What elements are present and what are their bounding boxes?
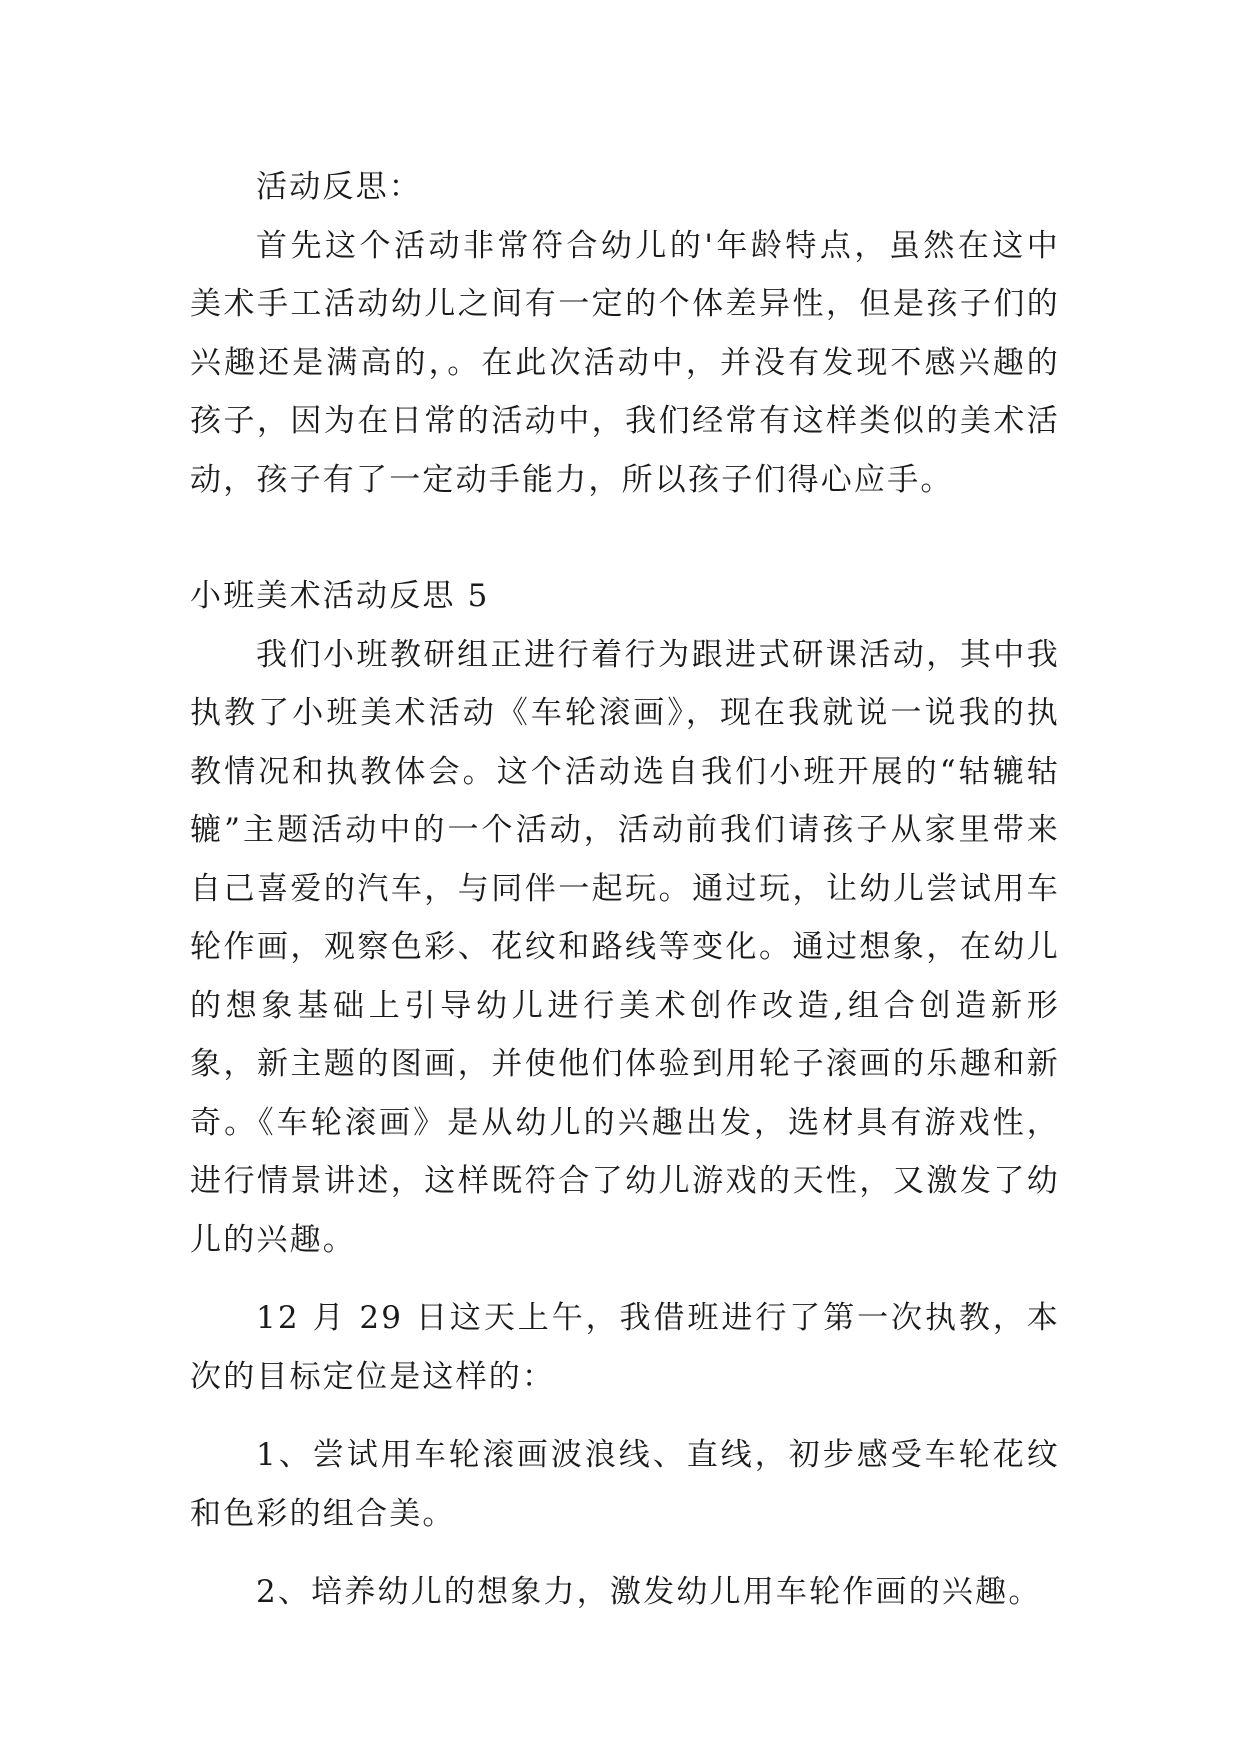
goal-item-1: 1、尝试用车轮滚画波浪线、直线，初步感受车轮花纹和色彩的组合美。: [190, 1437, 1060, 1532]
reflection-label: 活动反思：: [256, 169, 422, 205]
document-page: [190, 158, 1060, 1622]
body-paragraph-2: 12 月 29 日这天上午，我借班进行了第一次执教，本次的目标定位是这样的：: [190, 1300, 1060, 1395]
section-title: 小班美术活动反思 5: [190, 578, 490, 614]
goal-item-2: 2、培养幼儿的想象力，激发幼儿用车轮作画的兴趣。: [256, 1574, 1042, 1610]
body-paragraph-1: 我们小班教研组正进行着行为跟进式研课活动，其中我执教了小班美术活动《车轮滚画》，现在我就说一说我的执教情况和执教体会。这个活动选自我们小班开展的“轱辘轱辘”主题活动中的一个活动，活动前我们请孩子从家里带来自己喜爱的汽车，与同伴一起玩。通过玩，让幼儿尝试用车轮作画，观察色彩、花纹和路线等变化。通过想象，在幼儿的想象基础上引导幼儿进行美术创作改造,组合创造新形象，新主题的图画，并使他们体验到用轮子滚画的乐趣和新奇。《车轮滚画》是从幼儿的兴趣出发，选材具有游戏性，进行情景讲述，这样既符合了幼儿游戏的天性，又激发了幼儿的兴趣。: [190, 636, 1060, 1258]
reflection-paragraph: 首先这个活动非常符合幼儿的'年龄特点，虽然在这中美术手工活动幼儿之间有一定的个体差异性，但是孩子们的兴趣还是满高的，。在此次活动中，并没有发现不感兴趣的孩子，因为在日常的活动中，我们经常有这样类似的美术活动，孩子有了一定动手能力，所以孩子们得心应手。: [190, 227, 1060, 498]
